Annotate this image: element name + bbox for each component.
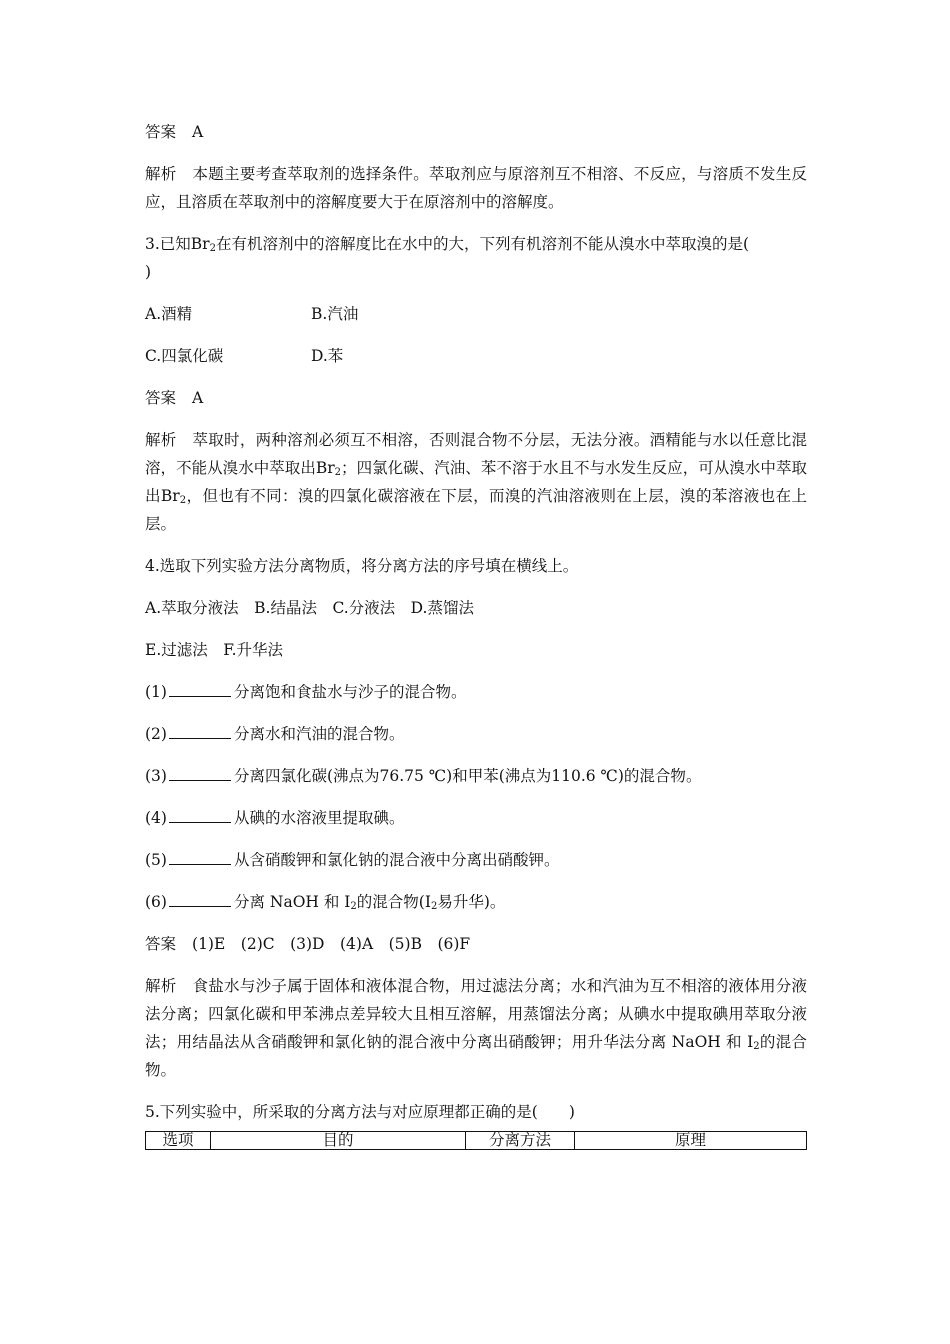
answer-line-3: 答案 A bbox=[145, 389, 204, 407]
question-4-item-6: (6) 分离 NaOH 和 $I_2$的混合物($I_2$易升华)。 bbox=[145, 893, 506, 912]
explanation-4: 解析 食盐水与沙子属于固体和液体混合物，用过滤法分离；水和汽油为互不相溶的液体用分液法分离；四氯化碳和甲苯沸点差异较大且相互溶解，用蒸馏法分离；从碘水中提取碘用萃取分液法；用结晶法从含硝酸钾和氯化钠的混合液中分离出硝酸钾；用升华法分离 NaOH 和 $I_2$的混合物。 bbox=[145, 977, 807, 1079]
option-a: A.酒精 bbox=[145, 305, 193, 323]
question-3-stem: 3.已知$Br_2$在有机溶剂中的溶解度比在水中的大，下列有机溶剂不能从溴水中萃取溴的是( ) bbox=[145, 235, 750, 281]
question-3-options-cd bbox=[145, 342, 807, 370]
document-page bbox=[145, 118, 807, 1150]
answer-line-4: 答案 (1)E (2)C (3)D (4)A (5)B (6)F bbox=[145, 935, 471, 953]
answer-label: 答案 bbox=[145, 123, 177, 141]
answer-value: A bbox=[192, 389, 204, 407]
question-3-options-ab bbox=[145, 300, 807, 328]
question-4-stem: 4.选取下列实验方法分离物质，将分离方法的序号填在横线上。 bbox=[145, 557, 579, 575]
answer-value: (1)E (2)C (3)D (4)A (5)B (6)F bbox=[192, 935, 471, 953]
answer-blank[interactable] bbox=[169, 807, 231, 823]
table-header-cell: 分离方法 bbox=[466, 1132, 575, 1150]
table-header-cell: 目的 bbox=[211, 1132, 466, 1150]
question-4-methods-2: E.过滤法 F.升华法 bbox=[145, 641, 284, 659]
question-4-item-1: (1) 分离饱和食盐水与沙子的混合物。 bbox=[145, 683, 467, 701]
option-c: C.四氯化碳 bbox=[145, 347, 224, 365]
question-4-item-5: (5) 从含硝酸钾和氯化钠的混合液中分离出硝酸钾。 bbox=[145, 851, 560, 869]
table-header-cell: 原理 bbox=[575, 1132, 807, 1150]
question-5-table bbox=[145, 1131, 807, 1150]
option-d: D.苯 bbox=[311, 347, 344, 365]
question-5-stem: 5.下列实验中，所采取的分离方法与对应原理都正确的是( ) bbox=[145, 1103, 575, 1121]
question-4-methods-1: A.萃取分液法 B.结晶法 C.分液法 D.蒸馏法 bbox=[145, 599, 474, 617]
answer-blank[interactable] bbox=[169, 849, 231, 865]
table-header-row bbox=[146, 1132, 807, 1150]
question-4-item-4: (4) 从碘的水溶液里提取碘。 bbox=[145, 809, 405, 827]
question-4-item-3: (3) 分离四氯化碳(沸点为76.75 ℃)和甲苯(沸点为110.6 ℃)的混合物。 bbox=[145, 767, 702, 785]
answer-blank[interactable] bbox=[169, 723, 231, 739]
explanation-3: 解析 萃取时，两种溶剂必须互不相溶，否则混合物不分层，无法分液。酒精能与水以任意比混溶，不能从溴水中萃取出$Br_2$；四氯化碳、汽油、苯不溶于水且不与水发生反应，可从溴水中萃取出$Br_2$，但也有不同：溴的四氯化碳溶液在下层，而溴的汽油溶液则在上层，溴的苯溶液也在上层。 bbox=[145, 431, 807, 533]
explanation-label: 解析 bbox=[145, 165, 177, 183]
table-header-cell: 选项 bbox=[146, 1132, 211, 1150]
answer-blank[interactable] bbox=[169, 765, 231, 781]
answer-blank[interactable] bbox=[169, 681, 231, 697]
option-b: B.汽油 bbox=[311, 305, 359, 323]
answer-blank[interactable] bbox=[169, 891, 231, 907]
question-4-item-2: (2) 分离水和汽油的混合物。 bbox=[145, 725, 405, 743]
explanation-1: 解析 本题主要考查萃取剂的选择条件。萃取剂应与原溶剂互不相溶、不反应，与溶质不发生反应，且溶质在萃取剂中的溶解度要大于在原溶剂中的溶解度。 bbox=[145, 165, 807, 211]
answer-line-1 bbox=[145, 118, 807, 146]
answer-value: A bbox=[192, 123, 204, 141]
